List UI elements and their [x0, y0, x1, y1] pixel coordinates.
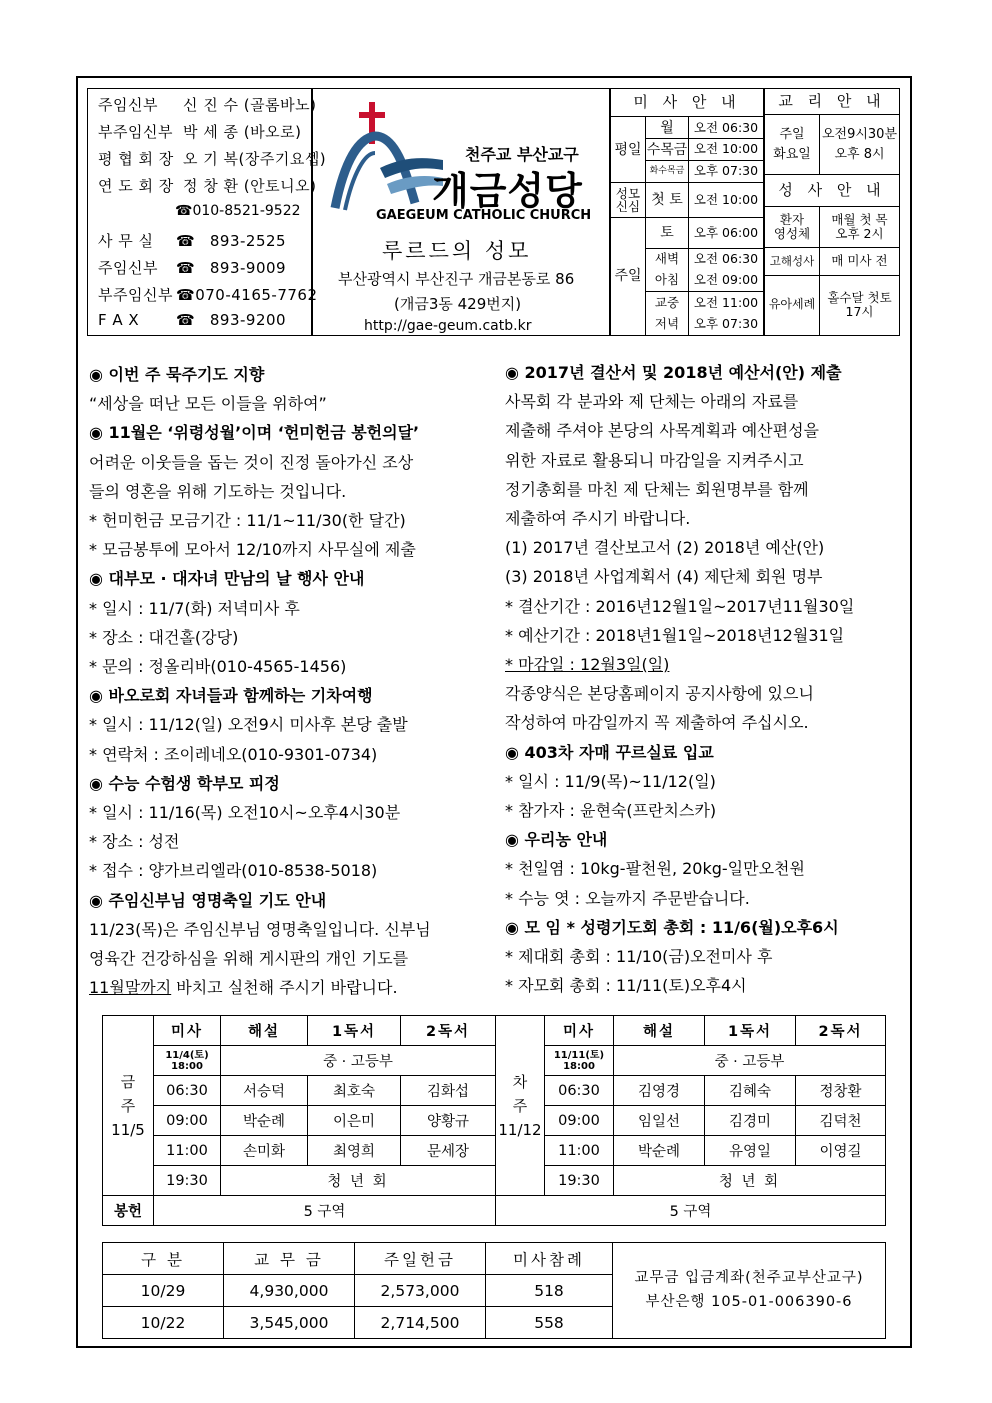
diocese-name: 천주교 부산교구 [465, 145, 579, 164]
staff-line: 주임신부 신 진 수 (골롬바노) [98, 96, 317, 114]
text-line: * 일시 : 11/12(일) 오전9시 미사후 본당 출발 [89, 715, 408, 735]
reader-roster: 금 주 11/5 미사 해설 1독서 2독서 차 주 11/12 미사 해설 1독서 2독서 11/4(토) 18:00 중 · 고등부 11/11(토) 18:00 중 · 고등부 06:30 서승덕 최호숙 김화섭 06:30 김영경 김혜숙 정창환 09:00 박순례 이은미 양황규 09:00 임일선 김경미 김덕천 11:00 손미화 최영희 문세장 11:00 박순례 유영일 이영길 19:30 청 년 회 19:30 청 년 회 봉헌 5 구역 5 구역 [102, 1015, 886, 1226]
section-heading: ◉ 바오로회 자녀들과 함께하는 기차여행 [89, 686, 373, 706]
offering-table: 구 분 교 무 금 주일헌금 미사참례 교무금 입금계좌(천주교부산교구) 부산은행 105-01-006390-6 10/29 4,930,000 2,573,000 518 10/22 3,545,000 2,714,500 558 [102, 1242, 886, 1339]
text-line: * 천일염 : 10kg-팔천원, 20kg-일만오천원 [505, 859, 805, 879]
staff-line: 연 도 회 장 정 창 환 (안토니오) [98, 177, 317, 195]
text-line: * 수능 엿 : 오늘까지 주문받습니다. [505, 888, 750, 908]
doctrine-title: 교 리 안 내 [765, 89, 900, 115]
announcements-left [89, 360, 431, 1002]
text-line: * 접수 : 양가브리엘라(010-8538-5018) [89, 861, 378, 881]
account-info: 교무금 입금계좌(천주교부산교구) 부산은행 105-01-006390-6 [613, 1243, 886, 1339]
text-line: * 문의 : 정올리바(010-4565-1456) [89, 657, 347, 677]
section-heading: ◉ 2017년 결산서 및 2018년 예산서(안) 제출 [505, 363, 842, 382]
section-heading: ◉ 대부모 · 대자녀 만남의 날 행사 안내 [89, 569, 365, 589]
text-line: 제출해 주셔야 본당의 사목계획과 예산편성을 [505, 421, 820, 441]
section-heading: ◉ 수능 수험생 학부모 피정 [89, 773, 280, 793]
text-line: (1) 2017년 결산보고서 (2) 2018년 예산(안) [505, 538, 825, 558]
contact-line: 사 무 실 ☎ 893-2525 [98, 232, 287, 250]
text-line: * 참가자 : 윤현숙(프란치스카) [505, 801, 717, 821]
section-heading: ◉ 모 임 * 성령기도회 총회 : 11/6(월)오후6시 [505, 917, 839, 937]
contact-line: 부주임신부 ☎070-4165-7762 [98, 286, 318, 304]
contact-line: F A X ☎ 893-9200 [98, 311, 287, 329]
phone-icon: ☎ [176, 311, 196, 329]
section-heading: ◉ 이번 주 묵주기도 지향 [89, 365, 265, 384]
text-line: 정기총회를 마친 제 단체는 회원명부를 함께 [505, 479, 809, 499]
patron-saint: 루르드의 성모 [382, 239, 532, 263]
section-heading: ◉ 우리농 안내 [505, 830, 608, 850]
text-line: * 연락처 : 조이레네오(010-9301-0734) [89, 744, 378, 764]
text-line: * 예산기간 : 2018년1월1일~2018년12월31일 [505, 625, 845, 645]
contact-line: 주임신부 ☎ 893-9009 [98, 259, 287, 277]
text-line: * 일시 : 11/9(목)~11/12(일) [505, 771, 716, 791]
rep-phone: ☎010-8521-9522 [175, 203, 301, 219]
phone-icon: ☎ [176, 232, 196, 250]
text-line: * 일시 : 11/7(화) 저녁미사 후 [89, 598, 300, 618]
text-line: 어려운 이웃들을 돕는 것이 진정 돌아가신 조상 [89, 452, 414, 472]
church-english-name: GAEGEUM CATHOLIC CHURCH [376, 208, 592, 223]
doctrine-sacrament-schedule: 교 리 안 내 주일 화요일 오전9시30분 오후 8시 성 사 안 내 환자 영성체 매월 첫 목 오후 2시 고해성사 매 미사 전 유아세례 홀수달 첫토 17시 [764, 88, 900, 336]
text-line: * 장소 : 대건홀(강당) [89, 627, 239, 647]
staff-line: 부주임신부 박 세 종 (바오로) [98, 123, 302, 141]
text-line: 영육간 건강하심을 위해 게시판의 개인 기도를 [89, 949, 409, 969]
phone-icon: ☎ [176, 259, 196, 277]
announcements-right [505, 358, 854, 1000]
text-line: * 일시 : 11/16(목) 오전10시~오후4시30분 [89, 803, 401, 823]
staff-line: 평 협 회 장 오 기 복(장주기요셉) [98, 150, 327, 168]
section-heading: ◉ 403차 자매 꾸르실료 입교 [505, 742, 714, 762]
phone-icon: ☎ [176, 286, 196, 304]
text-line: 들의 영혼을 위해 기도하는 것입니다. [89, 481, 347, 501]
text-line: “세상을 떠난 모든 이들을 위하여” [89, 394, 327, 414]
text-line: * 헌미헌금 모금기간 : 11/1~11/30(한 달간) [89, 511, 406, 531]
underlined-text: 11월말까지 [89, 978, 172, 998]
church-address-old: (개금3동 429번지) [394, 295, 522, 313]
text-span: 바치고 실천해 주시기 바랍니다. [171, 978, 398, 998]
text-line: * 제대회 총회 : 11/10(금)오전미사 후 [505, 947, 773, 967]
section-heading: ◉ 주임신부님 영명축일 기도 안내 [89, 890, 327, 910]
text-line: 11/23(목)은 주임신부님 영명축일입니다. 신부님 [89, 919, 431, 939]
text-line: 사목회 각 분과와 제 단체는 아래의 자료를 [505, 392, 799, 412]
text-line: 위한 자료로 활용되니 마감일을 지켜주시고 [505, 450, 804, 470]
church-address: 부산광역시 부산진구 개금본동로 86 [338, 270, 575, 288]
text-line: * 자모회 총회 : 11/11(토)오후4시 [505, 976, 747, 996]
church-name: 개금성당 [432, 169, 583, 213]
sacrament-title: 성 사 안 내 [765, 175, 900, 207]
text-line: 작성하여 마감일까지 꼭 제출하여 주십시오. [505, 713, 809, 733]
mass-title: 미 사 안 내 [611, 89, 764, 117]
church-logo-icon [325, 98, 445, 218]
text-line [89, 973, 431, 1002]
text-line: * 모금봉투에 모아서 12/10까지 사무실에 제출 [89, 540, 416, 560]
text-line: * 결산기간 : 2016년12월1일~2017년11월30일 [505, 596, 855, 616]
text-line: * 장소 : 성전 [89, 832, 180, 852]
text-line: 각종양식은 본당홈페이지 공지사항에 있으니 [505, 684, 814, 704]
text-line: 제출하여 주시기 바랍니다. [505, 509, 691, 529]
mass-schedule: 미 사 안 내 평일 월 오전 06:30 수목금 오전 10:00 화수목금 오후 07:30 성모 신심 첫 토 오전 10:00 주일 토 오후 06:00 새벽 오전 06:30 아침 오전 09:00 교중 오전 11:00 저녁 오후 07:30 [610, 88, 764, 336]
text-line: (3) 2018년 사업계획서 (4) 제단체 회원 명부 [505, 567, 823, 587]
section-heading: ◉ 11월은 ‘위령성월’이며 ‘헌미헌금 봉헌의달’ [89, 423, 420, 443]
text-line: * 마감일 : 12월3일(일) [505, 655, 670, 675]
church-url[interactable]: http://gae-geum.catb.kr [364, 318, 532, 334]
